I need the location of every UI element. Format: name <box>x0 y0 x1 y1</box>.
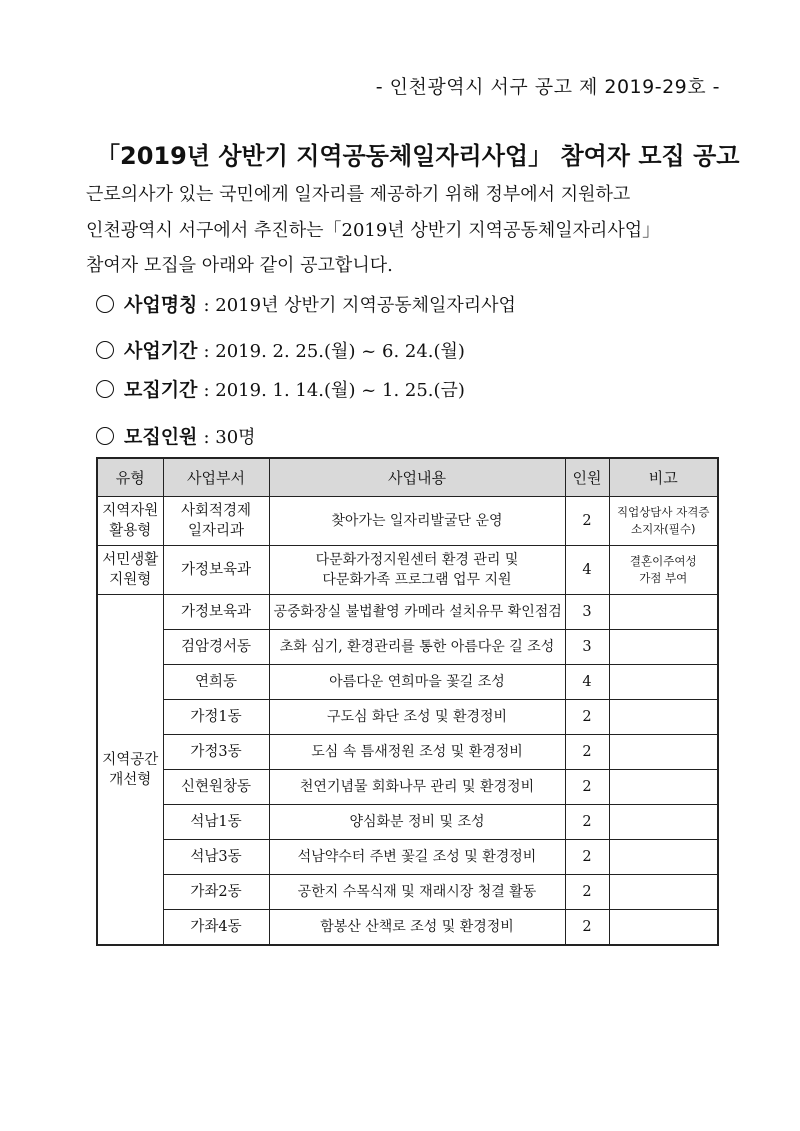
cell-note: 결혼이주여성 가점 부여 <box>609 546 718 595</box>
cell-content: 공한지 수목식재 및 재래시장 청결 활동 <box>269 875 565 910</box>
cell-dept: 석남1동 <box>163 805 269 840</box>
table-row <box>97 630 718 665</box>
cell-count: 2 <box>565 735 609 770</box>
cell-count: 4 <box>565 546 609 595</box>
cell-content: 찾아가는 일자리발굴단 운영 <box>269 497 565 546</box>
cell-content: 도심 속 틈새정원 조성 및 환경정비 <box>269 735 565 770</box>
header-dept: 사업부서 <box>163 458 269 497</box>
table-row <box>97 910 718 946</box>
cell-count: 3 <box>565 630 609 665</box>
cell-note <box>609 735 718 770</box>
cell-content: 공중화장실 불법촬영 카메라 설치유무 확인점검 <box>269 595 565 630</box>
cell-count: 2 <box>565 910 609 946</box>
table-header-row <box>97 458 718 497</box>
cell-type: 지역공간 개선형 <box>97 595 163 946</box>
cell-dept: 가정보육과 <box>163 595 269 630</box>
cell-content: 함봉산 산책로 조성 및 환경정비 <box>269 910 565 946</box>
cell-dept: 가정1동 <box>163 700 269 735</box>
cell-count: 3 <box>565 595 609 630</box>
table-row <box>97 875 718 910</box>
item-value: : 2019. 1. 14.(월) ~ 1. 25.(금) <box>203 380 465 401</box>
intro-line: 근로의사가 있는 국민에게 일자리를 제공하기 위해 정부에서 지원하고 <box>86 184 631 205</box>
cell-content: 다문화가정지원센터 환경 관리 및 다문화가족 프로그램 업무 지원 <box>269 546 565 595</box>
item-value: : 30명 <box>203 427 256 448</box>
cell-content: 아름다운 연희마을 꽃길 조성 <box>269 665 565 700</box>
cell-count: 2 <box>565 875 609 910</box>
cell-content: 양심화분 정비 및 조성 <box>269 805 565 840</box>
item-business-name <box>96 290 516 317</box>
cell-note <box>609 630 718 665</box>
cell-dept: 석남3동 <box>163 840 269 875</box>
cell-content: 석남약수터 주변 꽃길 조성 및 환경정비 <box>269 840 565 875</box>
cell-content: 초화 심기, 환경관리를 통한 아름다운 길 조성 <box>269 630 565 665</box>
cell-note <box>609 770 718 805</box>
circle-bullet-icon <box>96 295 114 313</box>
item-value: : 2019. 2. 25.(월) ~ 6. 24.(월) <box>203 341 465 362</box>
cell-count: 2 <box>565 805 609 840</box>
cell-type: 서민생활 지원형 <box>97 546 163 595</box>
intro-paragraph <box>86 177 736 284</box>
item-label: 사업명칭 <box>124 294 198 316</box>
item-value: : 2019년 상반기 지역공동체일자리사업 <box>203 295 516 316</box>
cell-count: 4 <box>565 665 609 700</box>
table-row <box>97 735 718 770</box>
cell-count: 2 <box>565 770 609 805</box>
table-row <box>97 805 718 840</box>
intro-line: 인천광역시 서구에서 추진하는「2019년 상반기 지역공동체일자리사업」 <box>86 219 661 241</box>
cell-dept: 가좌2동 <box>163 875 269 910</box>
cell-note <box>609 910 718 946</box>
cell-note <box>609 700 718 735</box>
item-recruit-period <box>96 375 465 402</box>
table-row <box>97 497 718 546</box>
cell-dept: 연희동 <box>163 665 269 700</box>
header-count: 인원 <box>565 458 609 497</box>
cell-count: 2 <box>565 840 609 875</box>
document-title: 「2019년 상반기 지역공동체일자리사업」 참여자 모집 공고 <box>96 142 740 170</box>
cell-type: 지역자원 활용형 <box>97 497 163 546</box>
circle-bullet-icon <box>96 341 114 359</box>
cell-note <box>609 805 718 840</box>
cell-dept: 가정3동 <box>163 735 269 770</box>
cell-dept: 가정보육과 <box>163 546 269 595</box>
item-recruit-count <box>96 422 256 449</box>
cell-dept: 신현원창동 <box>163 770 269 805</box>
table-row <box>97 770 718 805</box>
cell-note <box>609 595 718 630</box>
table-row <box>97 700 718 735</box>
table-row <box>97 546 718 595</box>
item-label: 모집인원 <box>124 426 198 448</box>
cell-dept: 검암경서동 <box>163 630 269 665</box>
header-type: 유형 <box>97 458 163 497</box>
item-label: 모집기간 <box>124 379 198 401</box>
header-content: 사업내용 <box>269 458 565 497</box>
circle-bullet-icon <box>96 427 114 445</box>
cell-count: 2 <box>565 497 609 546</box>
table-row <box>97 665 718 700</box>
cell-dept: 가좌4동 <box>163 910 269 946</box>
cell-note <box>609 875 718 910</box>
cell-content: 천연기념물 회화나무 관리 및 환경정비 <box>269 770 565 805</box>
cell-note <box>609 665 718 700</box>
table-row <box>97 840 718 875</box>
cell-note: 직업상담사 자격증 소지자(필수) <box>609 497 718 546</box>
cell-count: 2 <box>565 700 609 735</box>
intro-line: 참여자 모집을 아래와 같이 공고합니다. <box>86 255 393 276</box>
item-label: 사업기간 <box>124 340 198 362</box>
cell-dept: 사회적경제 일자리과 <box>163 497 269 546</box>
recruitment-table <box>96 457 719 946</box>
header-note: 비고 <box>609 458 718 497</box>
circle-bullet-icon <box>96 380 114 398</box>
cell-content: 구도심 화단 조성 및 환경정비 <box>269 700 565 735</box>
table-row <box>97 595 718 630</box>
notice-number: - 인천광역시 서구 공고 제 2019-29호 - <box>375 76 720 98</box>
item-business-period <box>96 336 465 363</box>
cell-note <box>609 840 718 875</box>
